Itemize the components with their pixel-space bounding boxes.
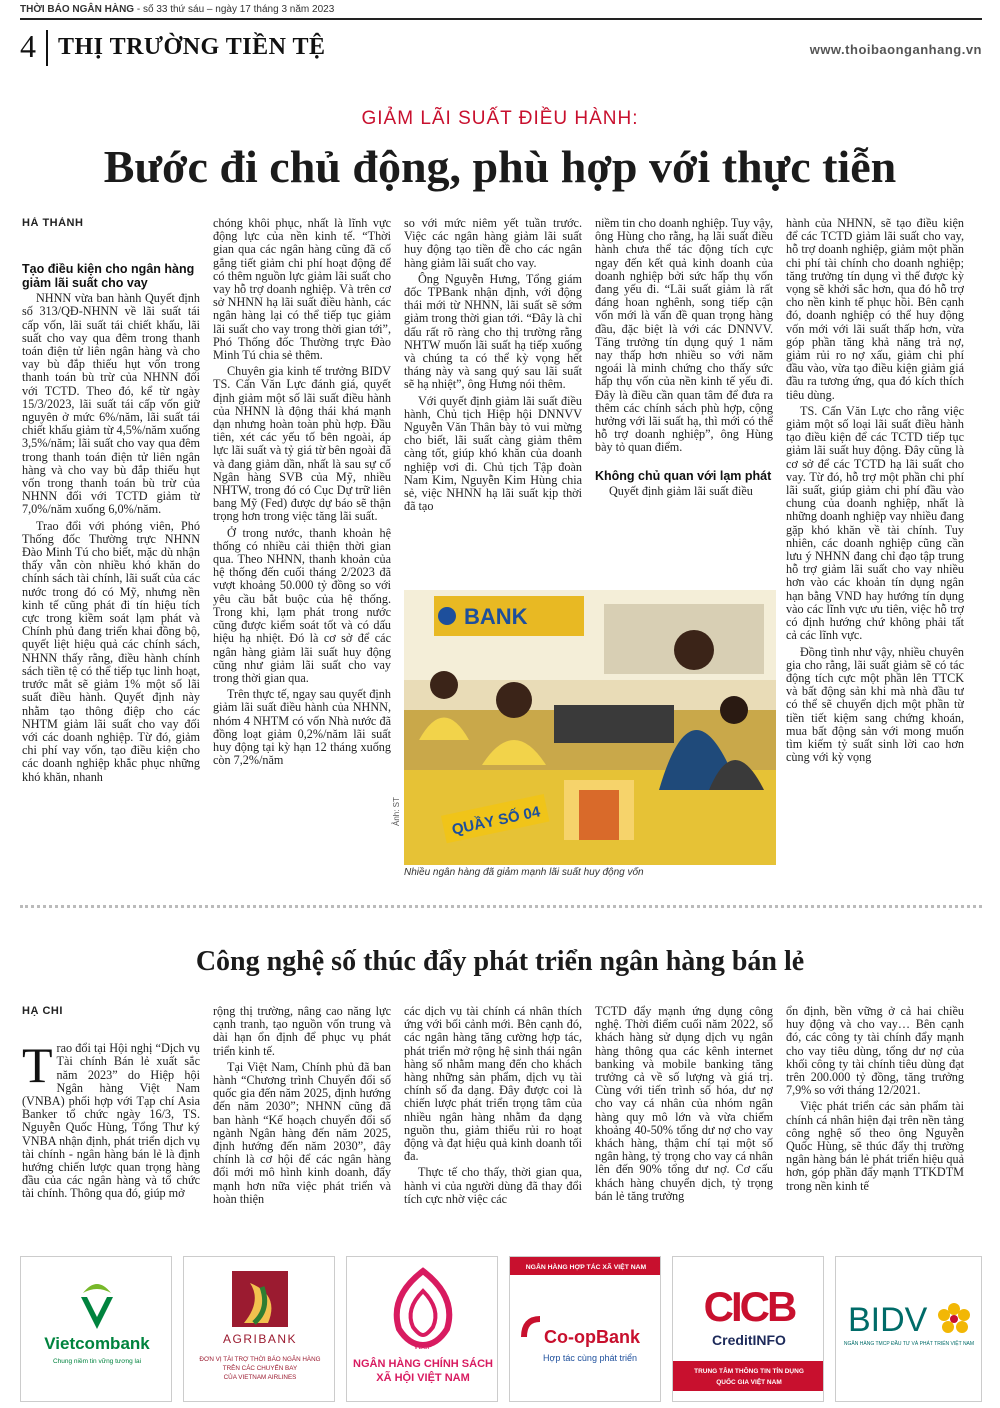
article2-headline: Công nghệ số thúc đẩy phát triển ngân hàng bán lẻ xyxy=(195,946,805,977)
paragraph: so với mức niêm yết tuần trước. Việc các ngân hàng giảm lãi suất huy động tạo tiền đề cho các ngân hàng giảm lãi suất cho vay. xyxy=(404,217,582,270)
paragraph: TS. Cấn Văn Lực cho rằng việc giảm một số loại lãi suất điều hành tạo điều kiện để các TCTD tiếp tục giảm lãi suất huy động. Đây cũng là cơ sở để các TCTD hạ lãi suất cho vay. Từ đó, hỗ trợ một phần chi phí lãi suất, giúp giảm chi phí đầu vào chung của doanh nghiệp, nhất là những doanh nghiệp vay nhiều đang gặp khó khăn về tài chính. Tuy nhiên, các doanh nghiệp cũng cần lưu ý NHNN đang chỉ đạo tập trung hỗ trợ giảm lãi suất cho vay nhiều hơn vào các khoản tín dụng ngân hạn bằng VND hay hướng tín dụng vào các lĩnh vực ưu tiên, việc hỗ trợ có định hướng chứ không phải tất cả các lĩnh vực. xyxy=(786,403,964,643)
article2-byline: HẠ CHI xyxy=(22,1005,63,1017)
website-url[interactable]: www.thoibaonganhang.vn xyxy=(809,42,982,57)
page-number-rule xyxy=(46,30,48,66)
masthead xyxy=(20,4,982,20)
ad-vbsp[interactable] xyxy=(346,1256,498,1402)
paragraph: chóng khôi phục, nhất là lĩnh vực động lực của nền kinh tế. “Thời gian qua các ngân hàng cũng đã cố gắng tiết giảm chi phí hoạt động để có thêm nguồn lực giảm lãi suất cho vay hỗ trợ doanh nghiệp. Và trên cơ sở NHNN hạ lãi suất điều hành, các ngân hàng lại có thể tiếp tục giảm lãi suất cho vay trong thời gian tới”, Phó Thống đốc Thường trực Đào Minh Tú chia sẻ thêm. xyxy=(213,217,391,363)
paragraph: Quyết định giảm lãi suất điều xyxy=(609,483,753,498)
agribank-logo xyxy=(184,1257,335,1402)
section-divider xyxy=(20,905,982,908)
coopbank-logo xyxy=(510,1257,661,1402)
coopbank-banner: NGÂN HÀNG HỢP TÁC XÃ VIỆT NAM xyxy=(525,1264,647,1271)
article1-subhead-2: Không chủ quan với lạm phát xyxy=(595,468,772,483)
paragraph: Ở trong nước, thanh khoản hệ thống có nhiều cải thiện thời gian qua. Theo NHNN, thanh khoản của hệ thống đến cuối tháng 2/2023 đã vượt khoảng 50.000 tỷ đồng so với yêu cầu bắt buộc của hệ thống. Trong khi, lạm phát trong nước cũng được kiểm soát tốt và có dấu hiệu hạ nhiệt. Đó là cơ sở để các ngân hàng giảm lãi suất huy động cũng như giảm lãi suất cho vay trong thời gian qua. xyxy=(213,525,391,685)
coopbank-name: Co-opBank xyxy=(544,1327,640,1347)
ad-agribank[interactable] xyxy=(183,1256,335,1402)
article2-column-4 xyxy=(595,1005,773,1245)
paragraph: Trao đổi với phóng viên, Phó Thống đốc Thường trực NHNN Đào Minh Tú cho biết, mặc dù nhận thấy vẫn còn nhiều khó khăn do chính sách tài chính, lãi suất của các nước trong đó có Mỹ, nhưng nền kinh tế cũng phát đi tín hiệu tích cực trong kiềm soát lạm phát và Chính phủ đang triển khai đồng bộ, quyết liệt hiệu quả các chính sách, NHNN thấy rằng, điều hành chính sách tiền tệ có thể tiếp tục linh hoạt, trước mắt sẽ giảm 1% một số lãi suất điều hành. Quyết định này nhằm tạo thông điệp cho các NHTM giảm lãi suất cho vay đối với các doanh nghiệp. Từ đó, giảm chi phí vay vốn, tạo điều kiện cho các doanh nghiệp khắc phục những khó khăn, nhanh xyxy=(22,518,200,784)
paragraph: hành của NHNN, sẽ tạo điều kiện để các TCTD giảm lãi suất cho vay, hỗ trợ doanh nghiệp, giảm một phần chi phí tài chính cho doanh nghiệp; tăng trưởng tín dụng vì thế được kỳ vọng sẽ khởi sắc hơn, qua đó hỗ trợ cho nền kinh tế phục hồi. Bên cạnh đó, doanh nghiệp có thể huy động vốn mới với lãi suất thấp hơn, vừa góp phần tăng khả năng trả nợ, giảm rủi ro nợ xấu, giảm chi phí đầu vào, vừa tạo điều kiện giảm giá đầu ra tương ứng, qua đó kích thích tiêu dùng. xyxy=(786,217,964,402)
article1-column-5 xyxy=(786,217,964,882)
coopbank-slogan: Hợp tác cùng phát triển xyxy=(543,1353,637,1363)
vbsp-logo xyxy=(347,1257,498,1402)
paragraph: Thực tế cho thấy, thời gian qua, hành vi của người dùng đã thay đổi tích cực nhờ việc các xyxy=(404,1165,582,1206)
paragraph: Tại Việt Nam, Chính phủ đã ban hành “Chương trình Chuyển đổi số quốc gia đến năm 2025, định hướng đến năm 2030”; NHNN cũng đã ban hành “Kế hoạch chuyển đổi số ngành Ngân hàng đến năm 2025, định hướng đến năm 2030”, đây chính là cơ hội để các ngân hàng đổi mới mô hình kinh doanh, đẩy mạnh hơn nữa việc phát triển và hoàn thiện xyxy=(213,1059,391,1206)
bidv-tagline: NGÂN HÀNG TMCP ĐẦU TƯ VÀ PHÁT TRIỂN VIỆT NAM xyxy=(843,1341,975,1347)
cic-name: CreditINFO xyxy=(712,1332,786,1348)
paragraph: rao đổi tại Hội nghị “Dịch vụ Tài chính Bán lẻ xuất sắc năm 2023” do Hiệp hội Ngân hàng Việt Nam (VNBA) phối hợp với Tạp chí Asia Banker tổ chức ngày 16/3, TS. Nguyễn Quốc Hùng, Tổng Thư ký VNBA nhận định, phát triển dịch vụ tài chính - ngân hàng bán lẻ là định hướng chiến lược quan trọng hàng đầu của các ngân hàng và tổ chức tài chính. Thông qua đó, giúp mở xyxy=(22,1041,200,1201)
article1-kicker: GIẢM LÃI SUẤT ĐIỀU HÀNH: xyxy=(361,108,639,129)
vbsp-line-2: XÃ HỘI VIỆT NAM xyxy=(376,1372,470,1384)
bidv-flower-icon xyxy=(938,1303,970,1333)
agribank-line-2: TRÊN CÁC CHUYẾN BAY xyxy=(222,1365,298,1372)
photo-caption: Nhiều ngân hàng đã giảm mạnh lãi suất huy động vốn xyxy=(404,867,644,878)
ad-vietcombank[interactable] xyxy=(20,1256,172,1402)
vietcombank-logo xyxy=(21,1257,172,1402)
article1-column-2 xyxy=(213,217,391,882)
vietcombank-name: Vietcombank xyxy=(44,1334,150,1353)
vbsp-line-1: NGÂN HÀNG CHÍNH SÁCH xyxy=(353,1358,493,1370)
cic-logo-mark: CICB xyxy=(703,1283,795,1330)
article2-column-1 xyxy=(22,1005,200,1245)
paragraph: Ông Nguyễn Hưng, Tổng giám đốc TPBank nhận định, với động thái mới từ NHNN, lãi suất sẽ sớm giảm trong thời gian tới. “Đây là chỉ dấu rất rõ ràng cho thị trường rằng NHTW muốn lãi suất hạ tiếp xuống và chúng ta có thể kỳ vọng hết tháng này và sang quý sau lãi suất sẽ hạ nhiệt”, ông Hưng nói thêm. xyxy=(404,271,582,392)
photo-credit: Ảnh: ST xyxy=(392,797,401,826)
paragraph: Với quyết định giảm lãi suất điều hành, Chủ tịch Hiệp hội DNNVV Nguyễn Văn Thân bày tỏ vui mừng cho biết, lãi suất càng giảm thêm càng tốt, giúp khó khăn của doanh nghiệp vơi đi. Chủ tịch Tập đoàn Nam Kim, Nguyễn Kim Hùng chia sẻ, việc NHNN hạ lãi suất kịp thời đã tạo xyxy=(404,393,582,514)
paragraph: TCTD đẩy mạnh ứng dụng công nghệ. Thời điểm cuối năm 2022, số khách hàng sử dụng dịch vụ ngân hàng thông qua các kênh internet banking và mobile banking tăng trưởng cả về số lượng và giá trị. Cùng với tiến trình số hóa, dư nợ cho vay cá nhân của nhóm ngân hàng quy mô lớn và vừa chiếm khoảng 40-50% tổng dư nợ cho vay khách hàng, thậm chí tại một số ngân hàng, tỷ trọng cho vay cá nhân lên đến 90% tổng dư nợ. Cơ cấu khách hàng chuyển dịch, tỷ trọng bán lẻ tăng trưởng xyxy=(595,1005,773,1203)
photo-illustration xyxy=(404,590,776,865)
page-number: 4 xyxy=(20,28,36,64)
article1-headline: Bước đi chủ động, phù hợp với thực tiễn xyxy=(103,141,897,192)
paragraph: Việc phát triển các sản phẩm tài chính cá nhân hiện đại trên nền tảng công nghệ số theo ông Nguyễn Quốc Hùng, sẽ thúc đẩy thị trường ngân hàng bán lẻ phát triển hiệu quả hơn, góp phần đẩy mạnh TTKDTM trong nền kinh tế xyxy=(786,1099,964,1193)
agribank-name: AGRIBANK xyxy=(222,1332,298,1346)
masthead-issue: - số 33 thứ sáu – ngày 17 tháng 3 năm 2023 xyxy=(134,4,335,15)
ad-coopbank[interactable] xyxy=(509,1256,661,1402)
article2-column-2 xyxy=(213,1005,391,1245)
agribank-line-1: ĐƠN VỊ TÀI TRỢ THỜI BÁO NGÂN HÀNG xyxy=(199,1356,321,1363)
section-header xyxy=(20,26,982,70)
masthead-paper-name: THỜI BÁO NGÂN HÀNG xyxy=(20,4,135,15)
paragraph: ổn định, bền vững ở cả hai chiều huy động và cho vay… Bên cạnh đó, các công ty tài chính đẩy mạnh cho vay tiêu dùng, tổng dư nợ của khối công ty tài chính tiêu dùng đạt trên 200.000 tỷ đồng, tăng trưởng 7,9% so với tháng 12/2021. xyxy=(786,1005,964,1098)
article2-dropcap: T xyxy=(22,1037,53,1094)
photo-counter-text: QUẦY SỐ 04 xyxy=(450,803,542,839)
paragraph: NHNN vừa ban hành Quyết định số 313/QĐ-NHNN về lãi suất tái cấp vốn, lãi suất tái chiết khấu, lãi suất cho vay qua đêm trong thanh toán điện tử liên ngân hàng và cho vay bù đắp thiếu hụt vốn trong thanh toán bù trừ của NHNN đối với TCTD. Theo đó, kể từ ngày 15/3/2023, lãi suất tái cấp vốn giữ nguyên ở mức 6%/năm, lãi suất tái chiết khấu giảm từ 4,5%/năm xuống 3,5%/năm; lãi suất cho vay qua đêm trong thanh toán điện tử liên ngân hàng và cho vay bù đắp thiếu hụt vốn trong thanh toán bù trừ của NHNN đối với TCTD giảm từ 7,0%/năm xuống 6,0%/năm. xyxy=(22,291,200,517)
article2-column-3 xyxy=(404,1005,582,1245)
ad-bidv[interactable] xyxy=(835,1256,982,1402)
article1-byline: HÀ THÀNH xyxy=(22,217,84,229)
bank-lobby-photo xyxy=(404,590,776,865)
cic-line-2: QUỐC GIA VIỆT NAM xyxy=(716,1379,782,1386)
agribank-line-3: CỦA VIETNAM AIRLINES xyxy=(223,1374,297,1381)
article1-column-1 xyxy=(22,217,200,882)
paragraph: rộng thị trường, nâng cao năng lực cạnh tranh, tạo nguồn vốn trung và dài hạn ổn định để phục vụ phát triển kinh tế. xyxy=(213,1005,391,1058)
photo-bank-sign: BANK xyxy=(464,604,528,629)
cic-line-1: TRUNG TÂM THÔNG TIN TÍN DỤNG xyxy=(694,1368,804,1375)
article2-column-5 xyxy=(786,1005,964,1245)
paragraph: Trên thực tế, ngay sau quyết định giảm lãi suất điều hành của NHNN, nhóm 4 NHTM có vốn Nhà nước đã đồng loạt giảm 0,2%/năm lãi suất huy động tại kỳ hạn 12 tháng xuống còn 7,2%/năm xyxy=(213,687,391,768)
article1-column-3 xyxy=(404,217,582,582)
bidv-name: BIDV xyxy=(848,1301,928,1339)
paragraph: các dịch vụ tài chính cá nhân thích ứng với bối cảnh mới. Bên cạnh đó, các ngân hàng tăng cường hợp tác, phát triển mở rộng hệ sinh thái ngân hàng số nhằm mang đến cho khách hàng những sản phẩm, dịch vụ tài chính số đa dạng. Đây được coi là chiến lược phát triển trọng tâm của nhiều ngân hàng nhằm đa dạng nguồn thu, giảm thiểu rủi ro hoạt động và đạt hiệu quả kinh doanh tối đa. xyxy=(404,1005,582,1164)
paragraph: niềm tin cho doanh nghiệp. Tuy vậy, ông Hùng cho rằng, hạ lãi suất điều hành chưa thể tác động tích cực ngay đến kết quả kinh doanh của doanh nghiệp bởi sức hấp thụ vốn đang yếu đi. “Lãi suất giảm là rất đáng hoan nghênh, song tiếp cận vốn mới là vấn đề quan trọng hàng đầu, đặc biệt là với các DNNVV. Tăng trưởng tín dụng quý 1 năm nay thấp hơn nhiều so với năm ngoái là minh chứng cho thấy sức hấp thụ vốn của nền kinh tế yếu đi. Đây là điều cần quan tâm để đưa ra thêm các chính sách phù hợp, cộng hưởng với lãi suất hạ, thì mới có thể hỗ trợ doanh nghiệp”, ông Hùng bày tỏ quan điểm. xyxy=(595,217,773,455)
article1-column-4 xyxy=(595,217,773,582)
bidv-logo xyxy=(836,1257,982,1402)
ad-cic[interactable] xyxy=(672,1256,824,1402)
cic-logo xyxy=(673,1257,824,1402)
paragraph: Đồng tình như vậy, nhiều chuyên gia cho rằng, lãi suất giảm sẽ có tác động tích cực một phần lên TTCK và bất động sản khi mà nhà đầu tư có thể sẽ chuyển dịch một phần từ tiền tiết kiệm sang chứng khoán, mua bất động sản với mong muốn tìm kiếm tỷ suất sinh lời cao hơn cùng với kỳ vọng xyxy=(786,644,964,765)
vbsp-abbr: VBSP xyxy=(413,1344,433,1351)
paragraph: Chuyên gia kinh tế trưởng BIDV TS. Cấn Văn Lực đánh giá, quyết định giảm một số lãi suất điều hành của NHNN là động thái khá mạnh dạn nhưng hoàn toàn phù hợp. Đầu tiên, xét các yếu tố bên ngoài, áp lực lãi suất và tỷ giá từ bên ngoài đã và đang giảm dần, nhất là sau sự cố Ngân hàng SVB của Mỹ, nhiều NHTW, trong đó có Cục Dự trữ liên bang Mỹ (Fed) được dự báo sẽ thận trọng hơn trong việc tăng lãi suất. xyxy=(213,364,391,524)
vietcombank-slogan: Chung niềm tin vững tương lai xyxy=(52,1358,142,1365)
article1-subhead-1: Tạo điều kiện cho ngân hàng giảm lãi suất cho vay xyxy=(22,262,195,291)
section-title: THỊ TRƯỜNG TIỀN TỆ xyxy=(58,34,326,60)
ads-strip xyxy=(20,1256,982,1402)
